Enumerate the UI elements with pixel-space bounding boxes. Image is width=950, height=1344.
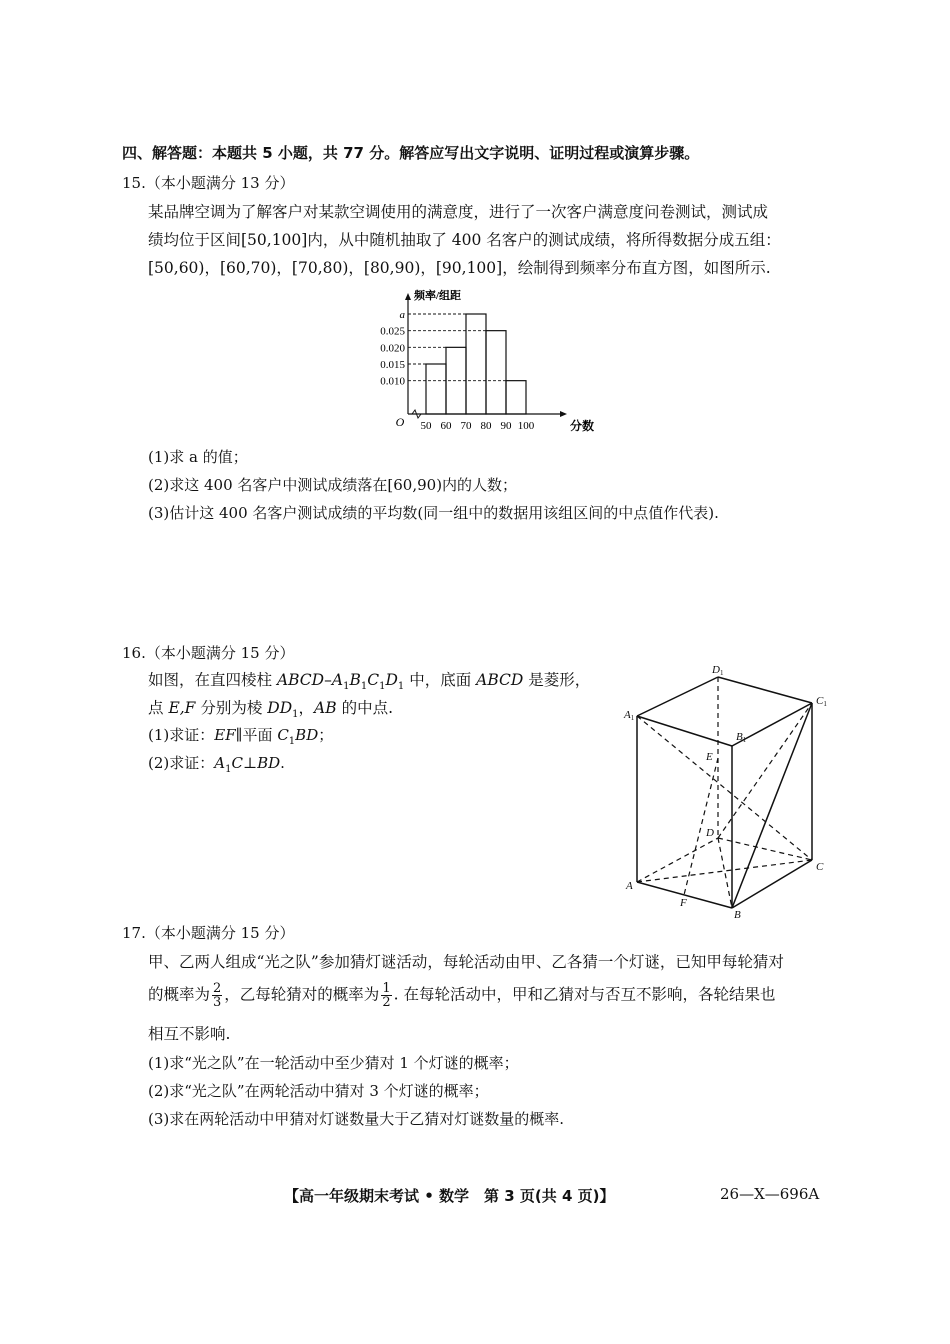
fraction-two-thirds: $\frac{2}{3}$	[213, 981, 222, 1010]
label-C: C	[816, 861, 824, 873]
x-tick-label: 80	[480, 420, 492, 432]
q15-sub1: (1)求 a 的值；	[148, 448, 248, 466]
q15-text-line2: 绩均位于区间[50,100]内，从中随机抽取了 400 名客户的测试成绩，将所得数据分成五组：	[148, 231, 781, 249]
label-A1: A1	[624, 709, 635, 722]
diag-AC	[637, 860, 812, 882]
x-axis-arrow	[560, 411, 567, 417]
exam-code: 26—X—696A	[720, 1185, 820, 1203]
edge-AD	[637, 838, 718, 882]
histogram-bar	[466, 314, 486, 414]
y-axis-label: 频率/组距	[414, 290, 462, 302]
edge-A1D1	[637, 677, 718, 716]
y-axis-arrow	[405, 293, 411, 300]
label-D1: D1	[712, 664, 724, 677]
q16-text-line1: 如图，在直四棱柱 ABCD–$A_1B_1C_1D_1$ 中，底面 ABCD 是菱形，	[148, 671, 591, 693]
q16-text-line2: 点 E,F 分别为棱 $DD_1$，AB 的中点.	[148, 699, 393, 721]
q17-text-line2: 的概率为 $\frac{2}{3}$ ，乙每轮猜对的概率为 $\frac{1}{2}$ . 在每轮活动中，甲和乙猜对与否互不影响，各轮结果也	[148, 981, 776, 1010]
prism-figure	[620, 660, 835, 922]
edge-BC	[732, 860, 812, 908]
q17-sub1: (1)求“光之队”在一轮活动中至少猜对 1 个灯谜的概率；	[148, 1054, 519, 1072]
x-tick-label: 90	[500, 420, 512, 432]
q16-header: 16.（本小题满分 15 分）	[122, 644, 295, 662]
edge-D1C1	[718, 677, 812, 703]
y-tick-label: 0.015	[380, 359, 405, 371]
y-tick-label: a	[399, 309, 405, 321]
histogram-chart	[360, 282, 595, 434]
section-heading: 四、解答题：本题共 5 小题，共 77 分。解答应写出文字说明、证明过程或演算步骤。	[122, 144, 700, 162]
q17-sub3: (3)求在两轮活动中甲猜对灯谜数量大于乙猜对灯谜数量的概率.	[148, 1110, 565, 1128]
page-footer: 【高一年级期末考试 • 数学 第 3 页(共 4 页)】	[284, 1187, 615, 1205]
q15-sub3: (3)估计这 400 名客户测试成绩的平均数(同一组中的数据用该组区间的中点值作代表).	[148, 504, 719, 522]
edge-BC1	[732, 703, 812, 908]
origin-label: O	[395, 415, 405, 429]
y-tick-label: 0.025	[380, 325, 405, 338]
label-F: F	[680, 897, 687, 909]
y-tick-label: 0.020	[380, 342, 405, 355]
histogram-bar	[426, 364, 446, 414]
q16-sub2: (2)求证：$A_1C\perp BD$.	[148, 754, 285, 775]
q16-sub1: (1)求证：EF∥平面 $C_1BD$；	[148, 726, 334, 747]
x-tick-label: 70	[460, 420, 472, 432]
label-B: B	[734, 909, 741, 921]
q17-header: 17.（本小题满分 15 分）	[122, 924, 295, 942]
label-A: A	[626, 880, 633, 892]
label-C1: C1	[816, 695, 827, 708]
label-B1: B1	[736, 731, 747, 744]
fraction-one-half: $\frac{1}{2}$	[382, 981, 391, 1010]
histogram-bar	[506, 381, 526, 414]
histogram-bar	[486, 331, 506, 414]
x-tick-label: 50	[420, 420, 432, 432]
q17-text-line1: 甲、乙两人组成“光之队”参加猜灯谜活动，每轮活动由甲、乙各猜一个灯谜，已知甲每轮猜对	[148, 953, 784, 971]
label-D: D	[706, 827, 714, 839]
q17-sub2: (2)求“光之队”在两轮活动中猜对 3 个灯谜的概率；	[148, 1082, 489, 1100]
q15-text-line3: [50,60)，[60,70)，[70,80)，[80,90)，[90,100]，绘制得到频率分布直方图，如图所示.	[148, 259, 771, 277]
x-axis-label: 分数	[570, 419, 595, 433]
q15-text-line1: 某品牌空调为了解客户对某款空调使用的满意度，进行了一次客户满意度问卷测试，测试成	[148, 203, 769, 221]
q15-header: 15.（本小题满分 13 分）	[122, 174, 295, 192]
q15-sub2: (2)求这 400 名客户中测试成绩落在[60,90)内的人数；	[148, 476, 518, 494]
x-tick-label: 100	[517, 420, 535, 432]
edge-DB	[718, 838, 732, 908]
x-tick-label: 60	[440, 420, 452, 432]
y-tick-label: 0.010	[380, 375, 405, 388]
diag-A1C	[637, 716, 812, 860]
label-E: E	[706, 751, 713, 763]
q17-text-line3: 相互不影响.	[148, 1025, 231, 1043]
